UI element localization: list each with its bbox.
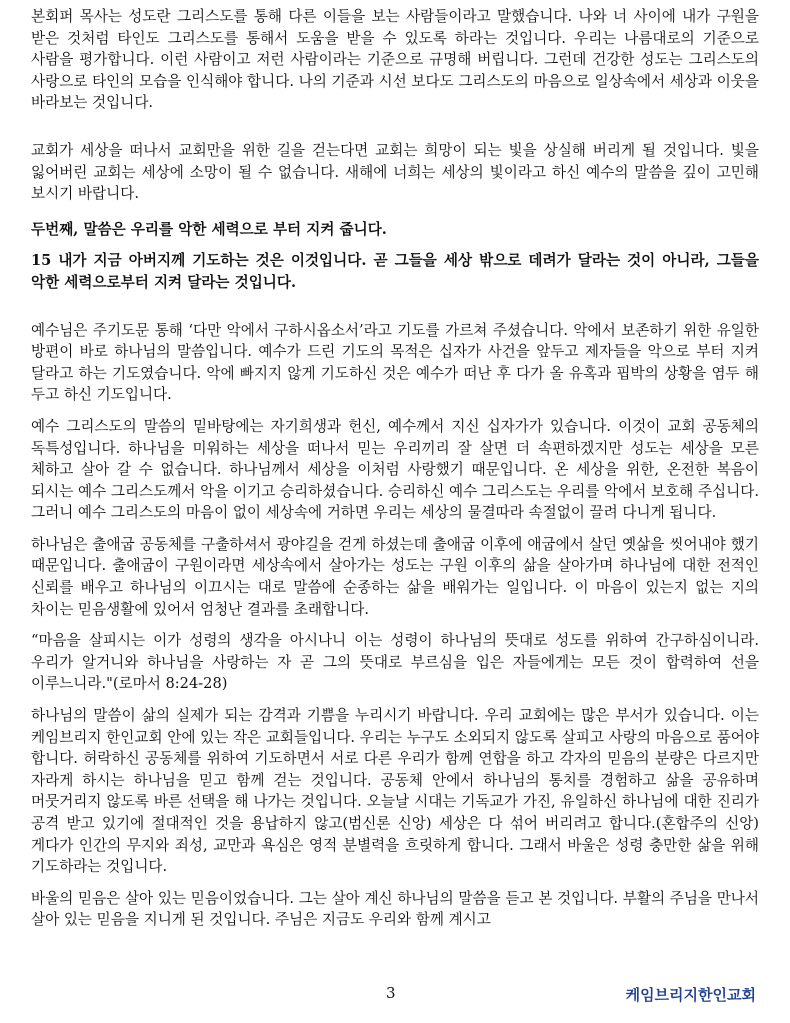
paragraph-lords-prayer: 예수님은 주기도문 통해 ‘다만 악에서 구하시옵소서’라고 기도를 가르쳐 주셨습니다. 악에서 보존하기 위한 유일한 방편이 바로 하나님의 말씀입니다. 예수가 드린 기도의 목적은 십자가 사건을 앞두고 제자들을 악으로 부터 지켜 달라고 하는 기도였습니다. 악에 빠지지 않게 기도하신 것은 예수가 떠난 후 다가 올 유혹과 핍박의 상황을 염두 해 두고 하신 기도입니다. — [31, 321, 759, 404]
paragraph-paul-faith: 바울의 믿음은 살아 있는 믿음이었습니다. 그는 살아 계신 하나님의 말씀을 듣고 본 것입니다. 부활의 주님을 만나서 살아 있는 믿음을 지니게 된 것입니다. 주님은 지금도 우리와 함께 계시고 — [31, 889, 759, 929]
section-heading-second-point: 두번째, 말씀은 우리를 악한 세력으로 부터 지켜 줍니다. — [31, 220, 387, 238]
document-body — [31, 6, 759, 931]
paragraph-self-sacrifice: 예수 그리스도의 말씀의 밑바탕에는 자기희생과 헌신, 예수께서 지신 십자가가 있습니다. 이것이 교회 공동체의 독특성입니다. 하나님을 미워하는 세상을 떠나서 믿는 우리끼리 잘 살면 더 속편하겠지만 성도는 세상을 모른 체하고 살아 갈 수 없습니다. 하나님께서 세상을 이처럼 사랑했기 때문입니다. 온 세상을 위한, 온전한 복음이 되시는 예수 그리스도께서 악을 이기고 승리하셨습니다. 승리하신 예수 그리스도는 우리를 악에서 보호해 주십니다. 그러니 예수 그리스도의 마음이 없이 세상속에 거하면 우리는 세상의 물결따라 속절없이 끌려 다니게 됩니다. — [31, 417, 759, 522]
scripture-verse-15: 15 내가 지금 아버지께 기도하는 것은 이것입니다. 곧 그들을 세상 밖으로 데려가 달라는 것이 아니라, 그들을 악한 세력으로부터 지켜 달라는 것입니다. — [31, 252, 759, 291]
paragraph-community: 하나님의 말씀이 삶의 실제가 되는 감격과 기쁨을 누리시기 바랍니다. 우리 교회에는 많은 부서가 있습니다. 이는 케임브리지 한인교회 안에 있는 작은 교회들입니다. 우리는 누구도 소외되지 않도록 살피고 사랑의 마음으로 품어야 합니다. 허락하신 공동체를 위하여 기도하면서 서로 다른 우리가 함께 연합을 하고 각자의 믿음의 분량은 다르지만 자라게 하시는 하나님을 믿고 함께 걷는 것입니다. 공동체 안에서 하나님의 통치를 경험하고 삶을 공유하며 머뭇거리지 않도록 바른 선택을 해 나가는 것입니다. 오늘날 시대는 기독교가 가진, 유일하신 하나님에 대한 진리가 공격 받고 있기에 절대적인 것을 용납하지 않고(범신론 신앙) 세상은 다 섞어 버리려고 합니다.(혼합주의 신앙) 게다가 인간의 무지와 죄성, 교만과 욕심은 영적 분별력을 흐릿하게 합니다. 그래서 바울은 성령 충만한 삶을 위해 기도하라는 것입니다. — [31, 707, 759, 876]
paragraph-exodus: 하나님은 출애굽 공동체를 구출하셔서 광야길을 걷게 하셨는데 출애굽 이후에 애굽에서 살던 옛삶을 씻어내야 했기 때문입니다. 출애굽이 구원이라면 세상속에서 살아가는 성도는 구원 이후의 삶을 살아가며 하나님에 대한 전적인 신뢰를 배우고 하나님의 이끄시는 대로 말씀에 순종하는 삶을 배워가는 일입니다. 이 마음이 있는지 없는 지의 차이는 믿음생활에 있어서 엄청난 결과를 초래합니다. — [31, 535, 759, 618]
page-footer — [0, 984, 790, 1008]
paragraph-bonhoeffer: 본회퍼 목사는 성도란 그리스도를 통해 다른 이들을 보는 사람들이라고 말했습니다. 나와 너 사이에 내가 구원을 받은 것처럼 타인도 그리스도를 통해서 도움을 받을 수 있도록 하라는 것입니다. 우리는 나름대로의 기준으로 사람을 평가합니다. 이런 사람이고 저런 사람이라는 기준으로 규명해 버립니다. 그런데 건강한 성도는 그리스도의 사랑으로 타인의 모습을 인식해야 합니다. 나의 기준과 시선 보다도 그리스도의 마음으로 일상속에서 세상과 이웃을 바라보는 것입니다. — [31, 8, 759, 112]
page-number: 3 — [386, 984, 396, 1002]
church-name: 케임브리지한인교회 — [625, 986, 756, 1004]
scripture-quote-romans: “마음을 살피시는 이가 성령의 생각을 아시나니 이는 성령이 하나님의 뜻대로 성도를 위하여 간구하심이니라. 우리가 알거니와 하나님을 사랑하는 자 곧 그의 뜻대로 부르심을 입은 자들에게는 모든 것이 합력하여 선을 이루느니라."(로마서 8:24-28) — [31, 632, 759, 693]
paragraph-church-light: 교회가 세상을 떠나서 교회만을 위한 길을 걷는다면 교회는 희망이 되는 빛을 상실해 버리게 될 것입니다. 빛을 잃어버린 교회는 세상에 소망이 될 수 없습니다. 새해에 너희는 세상의 빛이라고 하신 예수의 말씀을 깊이 고민해 보시기 바랍니다. — [31, 141, 759, 203]
